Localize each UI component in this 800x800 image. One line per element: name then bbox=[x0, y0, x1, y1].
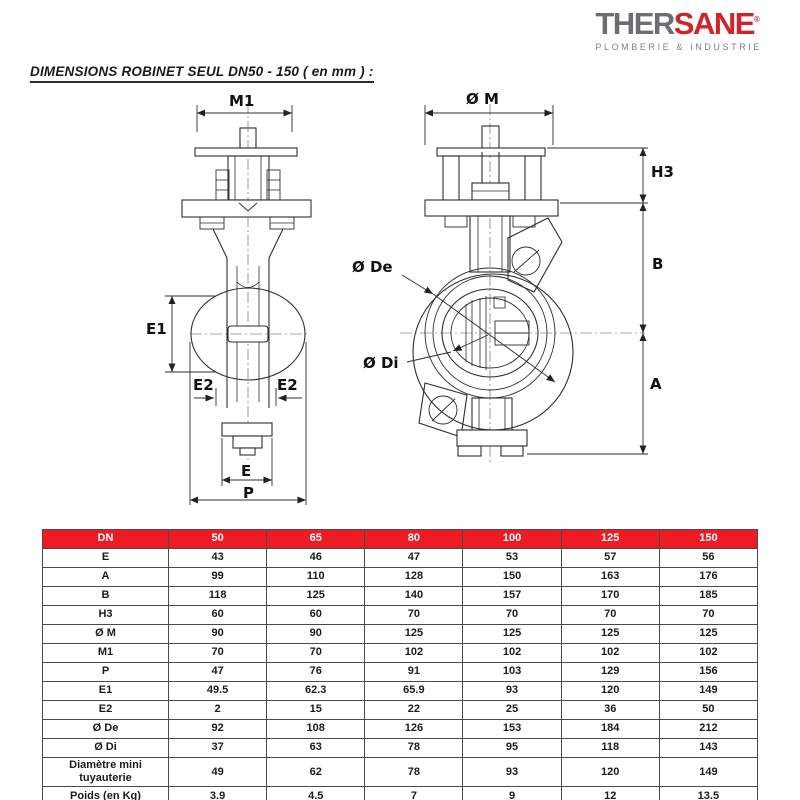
table-col-header: DN bbox=[43, 530, 169, 549]
table-cell: 128 bbox=[365, 568, 463, 587]
table-cell: 70 bbox=[365, 606, 463, 625]
table-cell: 102 bbox=[561, 644, 659, 663]
table-row-label: E1 bbox=[43, 682, 169, 701]
table-cell: 212 bbox=[659, 720, 757, 739]
dim-label-e2-left: E2 bbox=[193, 376, 214, 394]
dim-label-e: E bbox=[241, 462, 252, 480]
table-row-label: Poids (en Kg) bbox=[43, 787, 169, 800]
table-row bbox=[43, 663, 758, 682]
table-col-header: 65 bbox=[267, 530, 365, 549]
logo-brand bbox=[595, 8, 762, 39]
table-cell: 157 bbox=[463, 587, 561, 606]
table-cell: 46 bbox=[267, 549, 365, 568]
table-row bbox=[43, 701, 758, 720]
table-cell: 102 bbox=[659, 644, 757, 663]
table-cell: 93 bbox=[463, 682, 561, 701]
table-cell: 56 bbox=[659, 549, 757, 568]
dim-label-m1: M1 bbox=[229, 92, 255, 110]
table-row-label: A bbox=[43, 568, 169, 587]
table-row bbox=[43, 682, 758, 701]
table-body bbox=[43, 549, 758, 800]
table-cell: 49 bbox=[169, 758, 267, 787]
table-row bbox=[43, 720, 758, 739]
table-cell: 78 bbox=[365, 739, 463, 758]
table-row-label: Ø M bbox=[43, 625, 169, 644]
table-cell: 65.9 bbox=[365, 682, 463, 701]
table-cell: 118 bbox=[561, 739, 659, 758]
logo-brand-suffix: SANE bbox=[673, 6, 754, 41]
table-cell: 125 bbox=[463, 625, 561, 644]
table-cell: 150 bbox=[463, 568, 561, 587]
table-cell: 47 bbox=[365, 549, 463, 568]
table-cell: 50 bbox=[659, 701, 757, 720]
table-cell: 15 bbox=[267, 701, 365, 720]
table-cell: 4.5 bbox=[267, 787, 365, 800]
table-cell: 140 bbox=[365, 587, 463, 606]
table-cell: 12 bbox=[561, 787, 659, 800]
logo-brand-prefix: THER bbox=[595, 6, 674, 41]
table-cell: 57 bbox=[561, 549, 659, 568]
table-cell: 2 bbox=[169, 701, 267, 720]
table-col-header: 150 bbox=[659, 530, 757, 549]
table-cell: 108 bbox=[267, 720, 365, 739]
table-cell: 90 bbox=[267, 625, 365, 644]
table-cell: 143 bbox=[659, 739, 757, 758]
dim-label-b: B bbox=[652, 255, 664, 273]
table-cell: 7 bbox=[365, 787, 463, 800]
dimensions-table bbox=[42, 529, 758, 800]
table-cell: 102 bbox=[463, 644, 561, 663]
table-row bbox=[43, 606, 758, 625]
table-cell: 62.3 bbox=[267, 682, 365, 701]
table-cell: 70 bbox=[561, 606, 659, 625]
table-col-header: 50 bbox=[169, 530, 267, 549]
table-cell: 37 bbox=[169, 739, 267, 758]
table-row-label: Diamètre mini tuyauterie bbox=[43, 758, 169, 787]
table-row bbox=[43, 625, 758, 644]
table-cell: 103 bbox=[463, 663, 561, 682]
table-row-label: M1 bbox=[43, 644, 169, 663]
table-cell: 95 bbox=[463, 739, 561, 758]
table-row-label: H3 bbox=[43, 606, 169, 625]
table-cell: 9 bbox=[463, 787, 561, 800]
table-cell: 3.9 bbox=[169, 787, 267, 800]
table-cell: 185 bbox=[659, 587, 757, 606]
table-row bbox=[43, 568, 758, 587]
table-cell: 120 bbox=[561, 758, 659, 787]
table-cell: 78 bbox=[365, 758, 463, 787]
table-cell: 125 bbox=[659, 625, 757, 644]
table-row-label: E bbox=[43, 549, 169, 568]
valve-side-view-drawing bbox=[345, 90, 655, 470]
table-cell: 93 bbox=[463, 758, 561, 787]
dim-label-diam-di: Ø Di bbox=[363, 354, 399, 372]
table-cell: 163 bbox=[561, 568, 659, 587]
table-cell: 176 bbox=[659, 568, 757, 587]
table-cell: 62 bbox=[267, 758, 365, 787]
table-cell: 153 bbox=[463, 720, 561, 739]
table-cell: 70 bbox=[659, 606, 757, 625]
table-row-label: E2 bbox=[43, 701, 169, 720]
dim-label-p: P bbox=[243, 484, 254, 502]
table-cell: 110 bbox=[267, 568, 365, 587]
table-cell: 184 bbox=[561, 720, 659, 739]
table-cell: 76 bbox=[267, 663, 365, 682]
table-row-label: P bbox=[43, 663, 169, 682]
table-cell: 90 bbox=[169, 625, 267, 644]
table-cell: 149 bbox=[659, 682, 757, 701]
table-cell: 70 bbox=[463, 606, 561, 625]
table-cell: 129 bbox=[561, 663, 659, 682]
thersane-logo bbox=[595, 8, 762, 52]
table-cell: 49.5 bbox=[169, 682, 267, 701]
dim-label-e2-right: E2 bbox=[277, 376, 298, 394]
table-cell: 92 bbox=[169, 720, 267, 739]
table-cell: 25 bbox=[463, 701, 561, 720]
table-row bbox=[43, 758, 758, 787]
table-cell: 47 bbox=[169, 663, 267, 682]
table-cell: 43 bbox=[169, 549, 267, 568]
dim-label-h3: H3 bbox=[651, 163, 674, 181]
table-cell: 149 bbox=[659, 758, 757, 787]
table-cell: 120 bbox=[561, 682, 659, 701]
table-cell: 170 bbox=[561, 587, 659, 606]
table-row bbox=[43, 587, 758, 606]
table-cell: 99 bbox=[169, 568, 267, 587]
table-cell: 60 bbox=[267, 606, 365, 625]
table-header-row bbox=[43, 530, 758, 549]
table-cell: 126 bbox=[365, 720, 463, 739]
table-row bbox=[43, 549, 758, 568]
table-row-label: Ø De bbox=[43, 720, 169, 739]
page-title: DIMENSIONS ROBINET SEUL DN50 - 150 ( en mm ) : bbox=[30, 64, 374, 83]
dim-label-diam-m: Ø M bbox=[466, 90, 499, 108]
table-cell: 70 bbox=[169, 644, 267, 663]
table-cell: 22 bbox=[365, 701, 463, 720]
table-cell: 102 bbox=[365, 644, 463, 663]
table-row bbox=[43, 644, 758, 663]
table-cell: 70 bbox=[267, 644, 365, 663]
table-cell: 63 bbox=[267, 739, 365, 758]
table-col-header: 125 bbox=[561, 530, 659, 549]
logo-tagline: PLOMBERIE & INDUSTRIE bbox=[595, 42, 762, 52]
table-cell: 60 bbox=[169, 606, 267, 625]
table-row bbox=[43, 739, 758, 758]
dim-label-diam-de: Ø De bbox=[352, 258, 393, 276]
dim-label-e1: E1 bbox=[146, 320, 167, 338]
table-cell: 36 bbox=[561, 701, 659, 720]
table-cell: 53 bbox=[463, 549, 561, 568]
table-cell: 125 bbox=[365, 625, 463, 644]
table-cell: 13.5 bbox=[659, 787, 757, 800]
table-cell: 91 bbox=[365, 663, 463, 682]
table-cell: 125 bbox=[561, 625, 659, 644]
valve-front-view-drawing bbox=[120, 90, 330, 510]
table-cell: 156 bbox=[659, 663, 757, 682]
table-cell: 125 bbox=[267, 587, 365, 606]
table-col-header: 80 bbox=[365, 530, 463, 549]
dim-label-a: A bbox=[650, 375, 662, 393]
table-row bbox=[43, 787, 758, 800]
table-row-label: B bbox=[43, 587, 169, 606]
table-cell: 118 bbox=[169, 587, 267, 606]
registered-mark-icon: ® bbox=[753, 15, 760, 24]
table-row-label: Ø Di bbox=[43, 739, 169, 758]
table-col-header: 100 bbox=[463, 530, 561, 549]
